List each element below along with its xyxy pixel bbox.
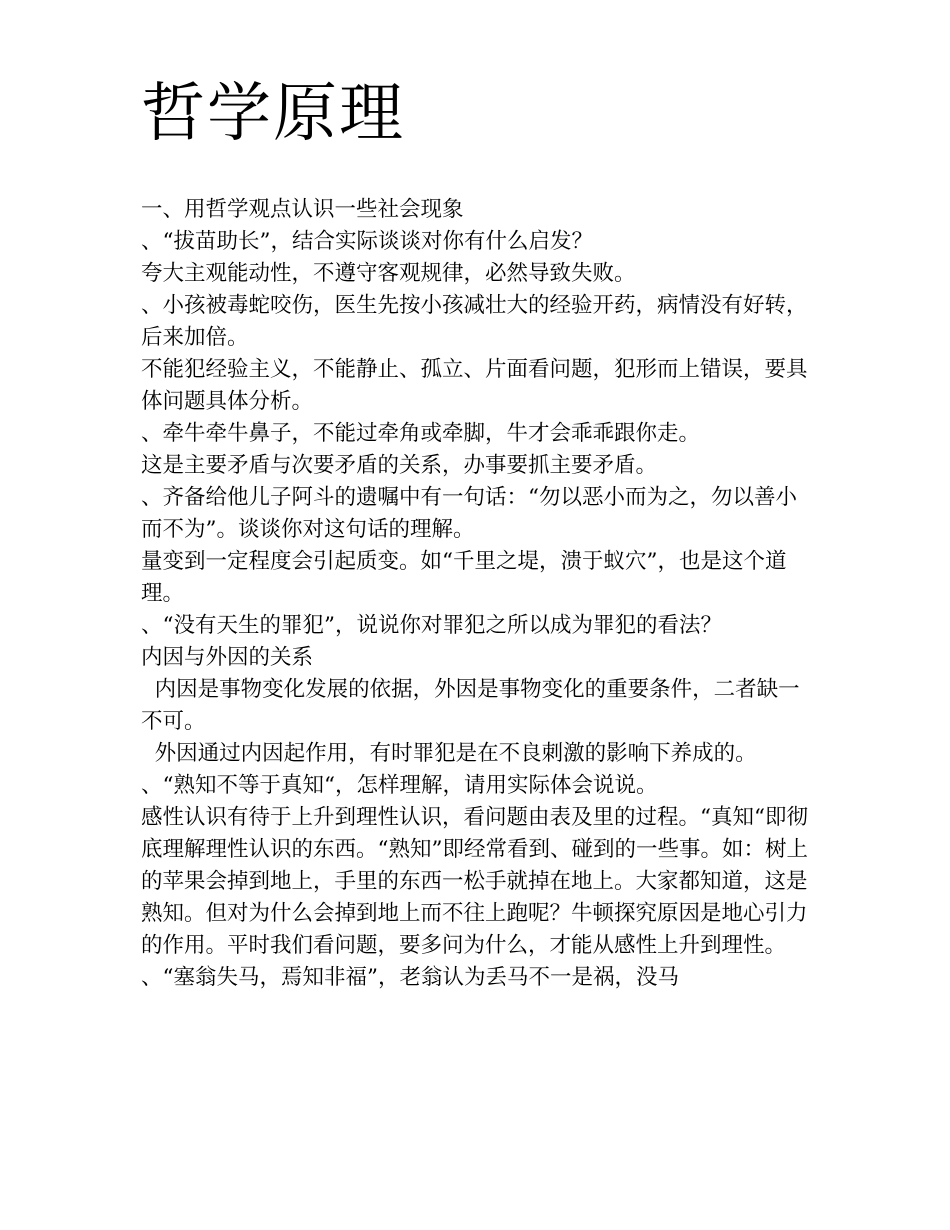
document-body	[141, 194, 813, 994]
answer-paragraph: 感性认识有待于上升到理性认识，看问题由表及里的过程。“真知“即彻底理解理性认识的东西。“熟知”即经常看到、碰到的一些事。如：树上的苹果会掉到地上，手里的东西一松手就掉在地上。大家都知道，这是熟知。但对为什么会掉到地上而不往上跑呢？牛顿探究原因是地心引力的作用。平时我们看问题，要多问为什么，才能从感性上升到理性。	[141, 805, 808, 958]
question-paragraph: 、“塞翁失马，焉知非福”，老翁认为丢马不一是祸，没马	[141, 965, 679, 990]
question-paragraph: 、齐备给他儿子阿斗的遗嘱中有一句话：“勿以恶小而为之，勿以善小而不为”。谈谈你对这句话的理解。	[141, 485, 797, 542]
answer-paragraph: 夸大主观能动性，不遵守客观规律，必然导致失败。	[141, 261, 636, 286]
document-title: 哲学原理	[141, 77, 405, 151]
section-heading: 一、用哲学观点认识一些社会现象	[141, 197, 464, 222]
question-paragraph: 、牵牛牵牛鼻子，不能过牵角或牵脚，牛才会乖乖跟你走。	[141, 421, 701, 446]
answer-paragraph: 内因是事物变化发展的依据，外因是事物变化的重要条件，二者缺一不可。	[141, 677, 800, 734]
answer-paragraph: 不能犯经验主义，不能静止、孤立、片面看问题，犯形而上错误，要具体问题具体分析。	[141, 357, 808, 414]
answer-paragraph: 这是主要矛盾与次要矛盾的关系，办事要抓主要矛盾。	[141, 453, 658, 478]
answer-paragraph: 外因通过内因起作用，有时罪犯是在不良刺激的影响下养成的。	[141, 741, 757, 766]
question-paragraph: 、“没有天生的罪犯”，说说你对罪犯之所以成为罪犯的看法？	[141, 613, 722, 638]
question-paragraph: 、“熟知不等于真知“，怎样理解，请用实际体会说说。	[141, 773, 658, 798]
answer-paragraph: 量变到一定程度会引起质变。如“千里之堤，溃于蚁穴”，也是这个道理。	[141, 549, 787, 606]
question-paragraph: 、“拔苗助长”，结合实际谈谈对你有什么启发？	[141, 229, 593, 254]
question-paragraph: 、小孩被毒蛇咬伤，医生先按小孩减壮大的经验开药，病情没有好转，后来加倍。	[141, 293, 808, 350]
answer-paragraph: 内因与外因的关系	[141, 645, 314, 670]
document-page	[141, 72, 813, 994]
